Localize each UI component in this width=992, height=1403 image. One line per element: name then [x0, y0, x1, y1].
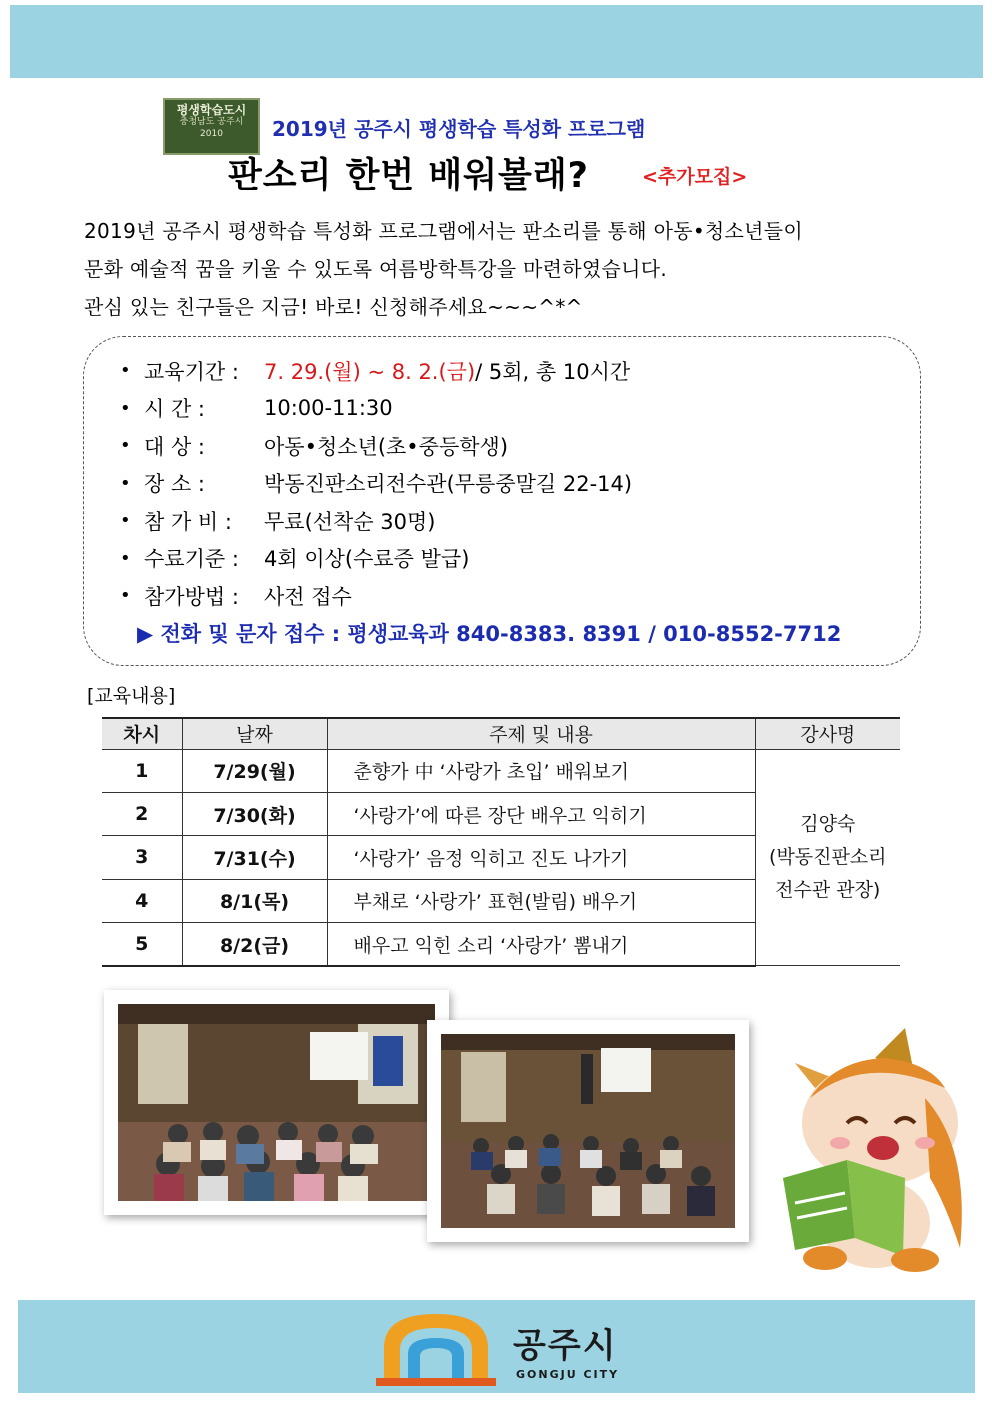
info-value: 무료(선착순 30명) [264, 509, 436, 534]
instructor-cell [755, 749, 900, 966]
classroom-illustration [118, 1004, 435, 1201]
session-topic: 부채로 ‘사랑가’ 표현(발림) 배우기 [327, 879, 755, 922]
session-topic: 배우고 익힌 소리 ‘사랑가’ 뽐내기 [327, 923, 755, 966]
section-label-curriculum: [교육내용] [87, 685, 176, 707]
seal-line-2: 2010 [200, 129, 223, 139]
classroom-illustration [441, 1034, 735, 1228]
info-row-fee [120, 502, 632, 540]
session-date: 8/1(목) [182, 879, 327, 922]
bullet: • [120, 472, 131, 494]
intro-line-2: 문화 예술적 꿈을 키울 수 있도록 여름방학특강을 마련하였습니다. [84, 257, 667, 281]
bullet: • [120, 397, 131, 419]
column-header: 차시 [102, 718, 182, 749]
session-topic: 춘향가 中 ‘사랑가 초입’ 배워보기 [327, 749, 755, 792]
session-date: 7/29(월) [182, 749, 327, 792]
bullet: • [120, 547, 131, 569]
column-header: 날짜 [182, 718, 327, 749]
info-label: 참 가 비 : [144, 509, 232, 534]
column-header: 강사명 [755, 718, 900, 749]
class-photo-1 [104, 990, 449, 1215]
lifelong-learning-city-seal [163, 98, 260, 155]
info-label: 대 상 : [144, 434, 205, 459]
contact-info: ▶ 전화 및 문자 접수 : 평생교육과 840-8383. 8391 / 010-8552-7712 [137, 622, 842, 646]
intro-line-1: 2019년 공주시 평생학습 특성화 프로그램에서는 판소리를 통해 아동•청소년들이 [84, 219, 804, 243]
column-header: 주제 및 내용 [327, 718, 755, 749]
session-number: 3 [102, 836, 182, 879]
info-label: 참가방법 : [144, 584, 239, 609]
top-banner [10, 5, 983, 78]
session-date: 8/2(금) [182, 923, 327, 966]
info-row-time [120, 390, 632, 428]
info-list [120, 352, 632, 615]
class-photo-2-scene [441, 1034, 735, 1228]
info-row-target [120, 427, 632, 465]
info-value: 10:00-11:30 [264, 396, 393, 421]
instructor-org: (박동진판소리 [768, 845, 887, 868]
bullet: • [120, 435, 131, 457]
session-number: 2 [102, 792, 182, 835]
class-photo-1-scene [118, 1004, 435, 1201]
info-row-completion [120, 540, 632, 578]
session-topic: ‘사랑가’에 따른 장단 배우고 익히기 [327, 792, 755, 835]
table-row [102, 749, 900, 792]
info-label: 장 소 : [144, 472, 205, 497]
seal-line-1: 충청남도 공주시 [179, 117, 244, 127]
bullet: • [120, 360, 131, 382]
session-date: 7/31(수) [182, 836, 327, 879]
info-value: 사전 접수 [264, 584, 352, 609]
intro-paragraph [84, 212, 803, 326]
session-number: 5 [102, 923, 182, 966]
info-period-dates: 7. 29.(월) ~ 8. 2.(금) [264, 359, 476, 384]
session-date: 7/30(화) [182, 792, 327, 835]
bullet: • [120, 585, 131, 607]
info-row-place [120, 465, 632, 503]
session-number: 4 [102, 879, 182, 922]
mascot-character [755, 1028, 985, 1278]
additional-recruitment-tag: <추가모집> [642, 166, 748, 188]
city-logo-text: 공주시 [513, 1326, 618, 1366]
session-number: 1 [102, 749, 182, 792]
city-logo-subtext: GONGJU CITY [516, 1368, 620, 1381]
page-title: 판소리 한번 배워볼래? [228, 156, 589, 196]
instructor-name: 김양숙 [800, 812, 856, 835]
program-subtitle: 2019년 공주시 평생학습 특성화 프로그램 [272, 117, 646, 141]
session-topic: ‘사랑가’ 음정 익히고 진도 나가기 [327, 836, 755, 879]
info-label: 시 간 : [144, 397, 205, 422]
bullet: • [120, 510, 131, 532]
info-label: 교육기간 : [144, 359, 239, 384]
table-header-row [102, 718, 900, 749]
info-value: 박동진판소리전수관(무릉중말길 22-14) [264, 472, 633, 497]
info-value: 4회 이상(수료증 발급) [264, 547, 470, 572]
info-period-sessions: / 5회, 총 10시간 [475, 359, 631, 384]
info-value: 아동•청소년(초•중등학생) [264, 434, 509, 459]
info-row-period [120, 352, 632, 390]
seal-title: 평생학습도시 [176, 103, 247, 117]
instructor-title: 전수관 관장) [775, 878, 881, 901]
intro-line-3: 관심 있는 친구들은 지금! 바로! 신청해주세요~~~^*^ [84, 295, 583, 319]
class-photo-2 [427, 1020, 749, 1242]
info-label: 수료기준 : [144, 547, 239, 572]
info-row-method [120, 577, 632, 615]
schedule-table [102, 717, 900, 967]
